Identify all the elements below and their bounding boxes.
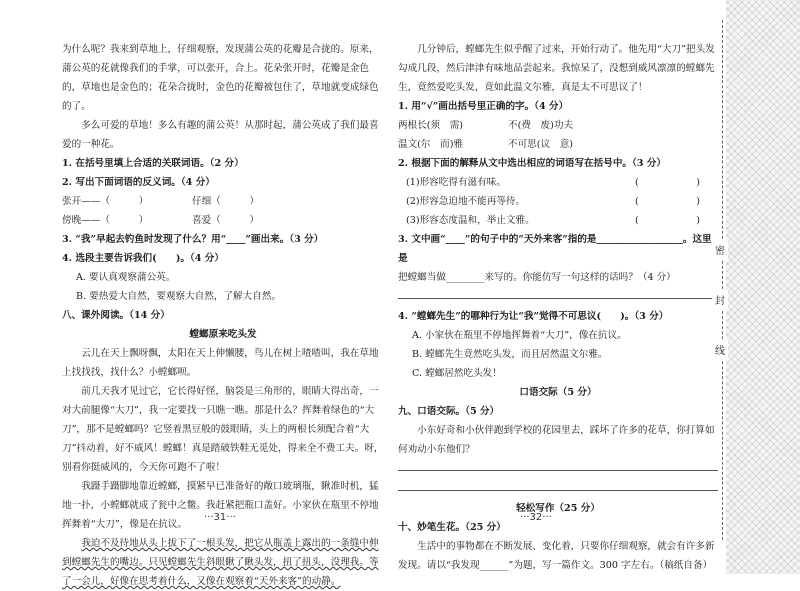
- left-question-4: 4. 选段主要告诉我们( )。（4 分）: [62, 253, 224, 264]
- option-b[interactable]: B. 要热爱大自然，要观察大自然，了解大自然。: [76, 291, 282, 302]
- antonym-item[interactable]: 喜爱（ ）: [192, 215, 260, 226]
- left-page: [62, 40, 384, 591]
- right-question-2: 2. 根据下面的解释从文中选出相应的词语写在括号中。（3 分）: [398, 158, 667, 169]
- antonym-item[interactable]: 张开——（ ）: [62, 196, 149, 207]
- page-number-right: ···32···: [520, 512, 552, 523]
- antonym-item[interactable]: 仔细（ ）: [192, 196, 260, 207]
- char-choice[interactable]: 温文(尔 而)雅: [398, 139, 464, 150]
- seal-char-feng: 封: [712, 290, 728, 309]
- antonym-row-2: [62, 211, 384, 230]
- writing-section-title: 轻松写作（25 分）: [516, 503, 600, 514]
- left-question-1: 1. 在括号里填上合适的关联词语。（2 分）: [62, 158, 244, 169]
- answer-paren[interactable]: ( ): [634, 177, 700, 188]
- definition-item-1: (1)形容吃得有滋有味。 ( ): [398, 173, 718, 192]
- story-paragraph-2: 前几天我才见过它，它长得好怪，脑袋是三角形的，眼睛大得出奇，一对大前腿像“大刀”，我一定要找一只瞧一瞧。那是什么？挥舞着绿色的“大刀”，那不是螳螂吗？它竖着黑豆般的鼓眼睛，头上的两根长须配合着“大刀”抖动着，好不威风！螳螂！真是踏破铁鞋无觅处，得来全不费工夫。呀，别看你挺威风的，今天你可跑不了啦！: [62, 386, 384, 473]
- section-9-heading: 九、口语交际。（5 分）: [398, 406, 500, 417]
- page-number-left: ···31···: [204, 512, 236, 523]
- intro-paragraph-1: 为什么呢？我来到草地上，仔细观察，发现蒲公英的花瓣是合拢的。原来，蒲公英的花就像我们的手掌，可以张开，合上。花朵张开时，花瓣是金色的，草地也是金色的；花朵合拢时，金色的花瓣被包住了，草地就变成绿色的了。: [62, 44, 379, 112]
- story-paragraph-4: 我迫不及待地从头上拔下了一根头发，把它从瓶盖上露出的一条缝中伸到螳螂先生的嘴边。只见螳螂先生斜眼瞅了瞅头发，扭了扭头，没理我。等了一会儿，好像在思考着什么，又像在观察着“天外来客”的动静。: [62, 538, 379, 587]
- option-a[interactable]: A. 小家伙在瓶里不停地挥舞着“大刀”，像在抗议。: [412, 330, 627, 341]
- antonym-item[interactable]: 傍晚——（ ）: [62, 215, 149, 226]
- story-title: 螳螂原来吃头发: [189, 329, 257, 340]
- option-b[interactable]: B. 螳螂先生竟然吃头发，而且居然温文尔雅。: [412, 349, 608, 360]
- char-choice[interactable]: 两根长(须 需): [398, 120, 464, 131]
- seal-line: [722, 20, 723, 540]
- oral-section-title: 口语交际（5 分）: [519, 387, 597, 398]
- right-question-4: 4. “螳螂先生”的哪种行为让“我”觉得不可思议( )。（3 分）: [398, 311, 669, 322]
- binding-strip: [726, 0, 800, 574]
- right-question-3a: 3. 文中画“____”的句子中的“天外来客”指的是__________________。这里是: [398, 234, 712, 264]
- char-choice[interactable]: 不可思(议 意): [508, 139, 574, 150]
- answer-line[interactable]: [398, 459, 718, 471]
- right-question-1: 1. 用“√”画出括号里正确的字。（4 分）: [398, 101, 569, 112]
- left-question-2: 2. 写出下面词语的反义词。（4 分）: [62, 177, 215, 188]
- char-choice-row-1: [398, 116, 718, 135]
- writing-prompt: 生活中的事物都在不断发展、变化着，只要你仔细观察，就会有许多新发现。请以“我发现______”为题，写一篇作文。300 字左右。（稿纸自备）: [398, 541, 715, 571]
- answer-line[interactable]: [398, 287, 718, 299]
- option-a[interactable]: A. 要认真观察蒲公英。: [76, 272, 176, 283]
- story-paragraph-1: 云儿在天上飘呀飘，太阳在天上伸懒腰，鸟儿在树上喳喳叫，我在草地上找找找，找什么？小螳螂呗。: [62, 348, 379, 378]
- option-c[interactable]: C. 螳螂居然吃头发！: [412, 368, 502, 379]
- antonym-row-1: [62, 192, 384, 211]
- right-question-3b: 把螳螂当做________来写的。你能仿写一句这样的话吗？（4 分）: [398, 272, 676, 283]
- story-continuation: 几分钟后，螳螂先生似乎醒了过来，开始行动了。他先用“大刀”把头发勾成几段，然后津津有味地品尝起来。我惊呆了，没想到威风凛凛的螳螂先生，竟然爱吃头发，竟如此温文尔雅，真是太不可思议了！: [398, 44, 715, 93]
- intro-paragraph-2: 多么可爱的草地！多么有趣的蒲公英！从那时起，蒲公英成了我们最喜爱的一种花。: [62, 120, 379, 150]
- seal-char-xian: 线: [712, 340, 728, 359]
- char-choice-row-2: [398, 135, 718, 154]
- right-page: [398, 40, 718, 575]
- story-paragraph-3: 我蹑手蹑脚地靠近螳螂，摸紧早已准备好的敞口玻璃瓶，瞅准时机，猛地一扑，小螳螂就成了瓮中之鳖。我赶紧把瓶口盖好。小家伙在瓶里不停地挥舞着“大刀”，像是在抗议。: [62, 481, 379, 530]
- answer-line[interactable]: [398, 479, 718, 491]
- left-question-3: 3. “我”早起去钓鱼时发现了什么？用“____”画出来。（3 分）: [62, 234, 324, 245]
- definition-item-2: (2)形容急迫地不能再等待。 ( ): [398, 192, 718, 211]
- answer-paren[interactable]: ( ): [634, 215, 700, 226]
- definition-item-3: (3)形容态度温和，举止文雅。 ( ): [398, 211, 718, 230]
- section-10-heading: 十、妙笔生花。（25 分）: [398, 522, 506, 533]
- seal-char-mi: 密: [712, 240, 728, 259]
- oral-prompt: 小东好奇和小伙伴跑到学校的花园里去，踩坏了许多的花草，你打算如何劝动小东他们？: [398, 425, 715, 455]
- section-8-heading: 八、课外阅读。（14 分）: [62, 310, 170, 321]
- answer-paren[interactable]: ( ): [634, 196, 700, 207]
- char-choice[interactable]: 不(费 废)功夫: [508, 120, 574, 131]
